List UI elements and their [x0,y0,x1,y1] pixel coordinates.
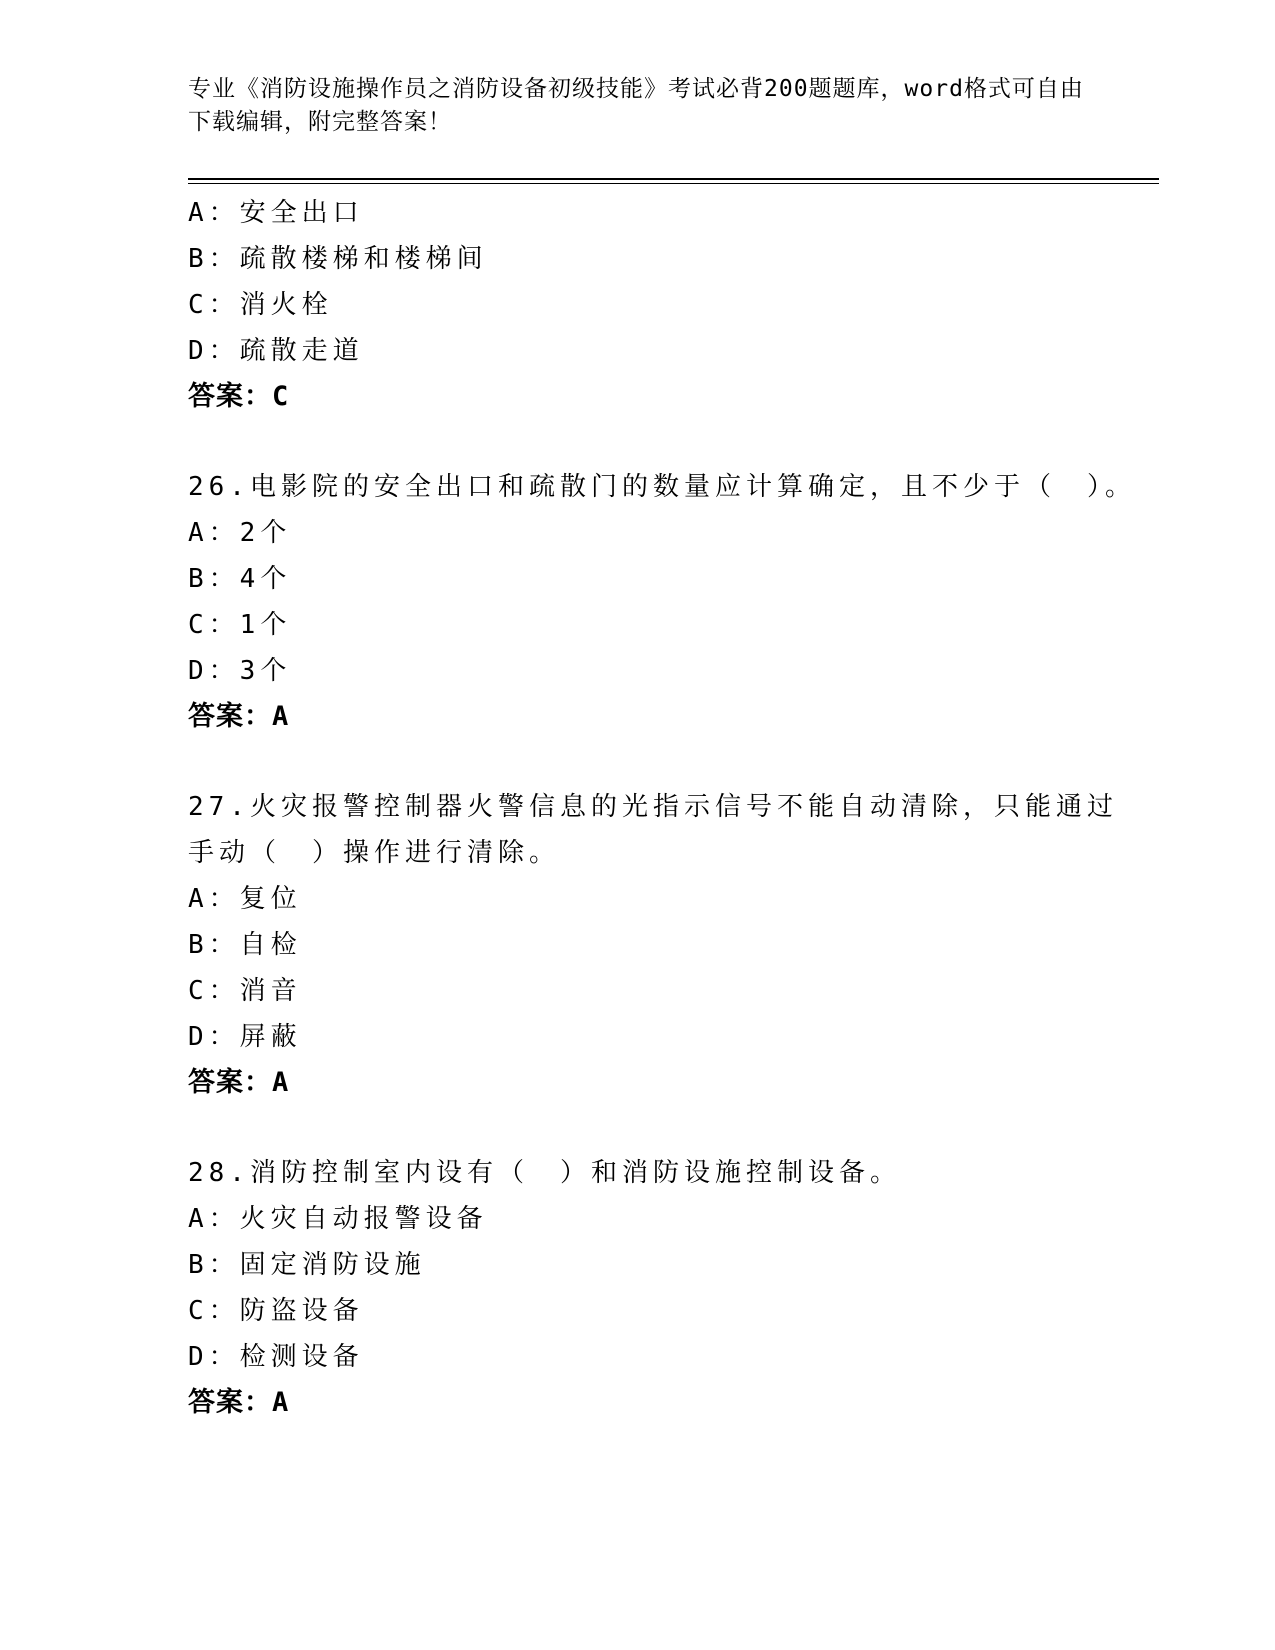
header-divider-thick [188,178,1159,180]
question-stem [188,1150,1148,1196]
option-label: D [188,336,209,366]
option-label: A [188,884,209,914]
question-28 [188,1150,1148,1426]
document-header [188,73,1088,139]
option-d: D：检测设备 [188,1342,364,1372]
option-text: 安全出口 [239,198,364,228]
option-text: 复位 [239,884,302,914]
question-26 [188,464,1148,740]
option-text: 4个 [239,564,292,594]
option-label: A [188,518,209,548]
option-label: B [188,564,209,594]
answer-value: A [272,1387,290,1418]
option-text: 1个 [239,610,292,640]
option-text: 自检 [239,930,302,960]
answer-line [188,1380,1148,1426]
option-text: 3个 [239,656,292,686]
question-list [188,190,1148,1426]
option-d: D：3个 [188,656,292,686]
option-label: C [188,1296,209,1326]
option-label: A [188,198,209,228]
option-b: B：自检 [188,930,302,960]
answer-line [188,1060,1148,1106]
answer-label: 答案： [188,701,272,732]
option-text: 疏散楼梯和楼梯间 [239,244,488,274]
option-label: D [188,1342,209,1372]
option-label: B [188,244,209,274]
answer-line [188,374,1148,420]
answer-label: 答案： [188,381,272,412]
option-d: D：屏蔽 [188,1022,302,1052]
option-a: A：2个 [188,518,292,548]
option-text: 火灾自动报警设备 [239,1204,488,1234]
option-d: D：疏散走道 [188,336,364,366]
option-c: C：1个 [188,610,292,640]
option-b: B：疏散楼梯和楼梯间 [188,244,488,274]
question-number: 27. [188,792,250,822]
option-label: C [188,976,209,1006]
option-label: C [188,610,209,640]
option-text: 消音 [239,976,302,1006]
question-stem [188,784,1148,876]
header-title: 专业《消防设施操作员之消防设备初级技能》考试必背200题题库，word格式可自由下载编辑，附完整答案！ [188,76,1084,135]
option-text: 固定消防设施 [239,1250,426,1280]
option-c: C：消音 [188,976,302,1006]
option-b: B：固定消防设施 [188,1250,426,1280]
option-label: C [188,290,209,320]
header-divider-thin [188,183,1159,184]
question-text: 电影院的安全出口和疏散门的数量应计算确定，且不少于（ ）。 [249,472,1136,502]
question-text: 消防控制室内设有（ ）和消防设施控制设备。 [249,1158,901,1188]
question-number: 28. [188,1158,250,1188]
option-text: 检测设备 [239,1342,364,1372]
answer-label: 答案： [188,1387,272,1418]
option-a: A：火灾自动报警设备 [188,1204,488,1234]
answer-value: C [272,381,290,412]
answer-value: A [272,1067,290,1098]
option-label: A [188,1204,209,1234]
question-stem [188,464,1148,510]
option-c: C：消火栓 [188,290,333,320]
option-text: 消火栓 [239,290,333,320]
option-text: 防盗设备 [239,1296,364,1326]
option-c: C：防盗设备 [188,1296,364,1326]
option-b: B：4个 [188,564,292,594]
option-label: D [188,1022,209,1052]
option-a: A：复位 [188,884,302,914]
question-27 [188,784,1148,1106]
question-text: 火灾报警控制器火警信息的光指示信号不能自动清除，只能通过手动（ ）操作进行清除。 [188,792,1118,868]
option-label: B [188,1250,209,1280]
option-a: A：安全出口 [188,198,364,228]
answer-line [188,694,1148,740]
option-text: 疏散走道 [239,336,364,366]
question-number: 26. [188,472,250,502]
option-label: B [188,930,209,960]
option-text: 2个 [239,518,292,548]
option-text: 屏蔽 [239,1022,302,1052]
option-label: D [188,656,209,686]
answer-value: A [272,701,290,732]
answer-label: 答案： [188,1067,272,1098]
partial-question [188,190,1148,420]
